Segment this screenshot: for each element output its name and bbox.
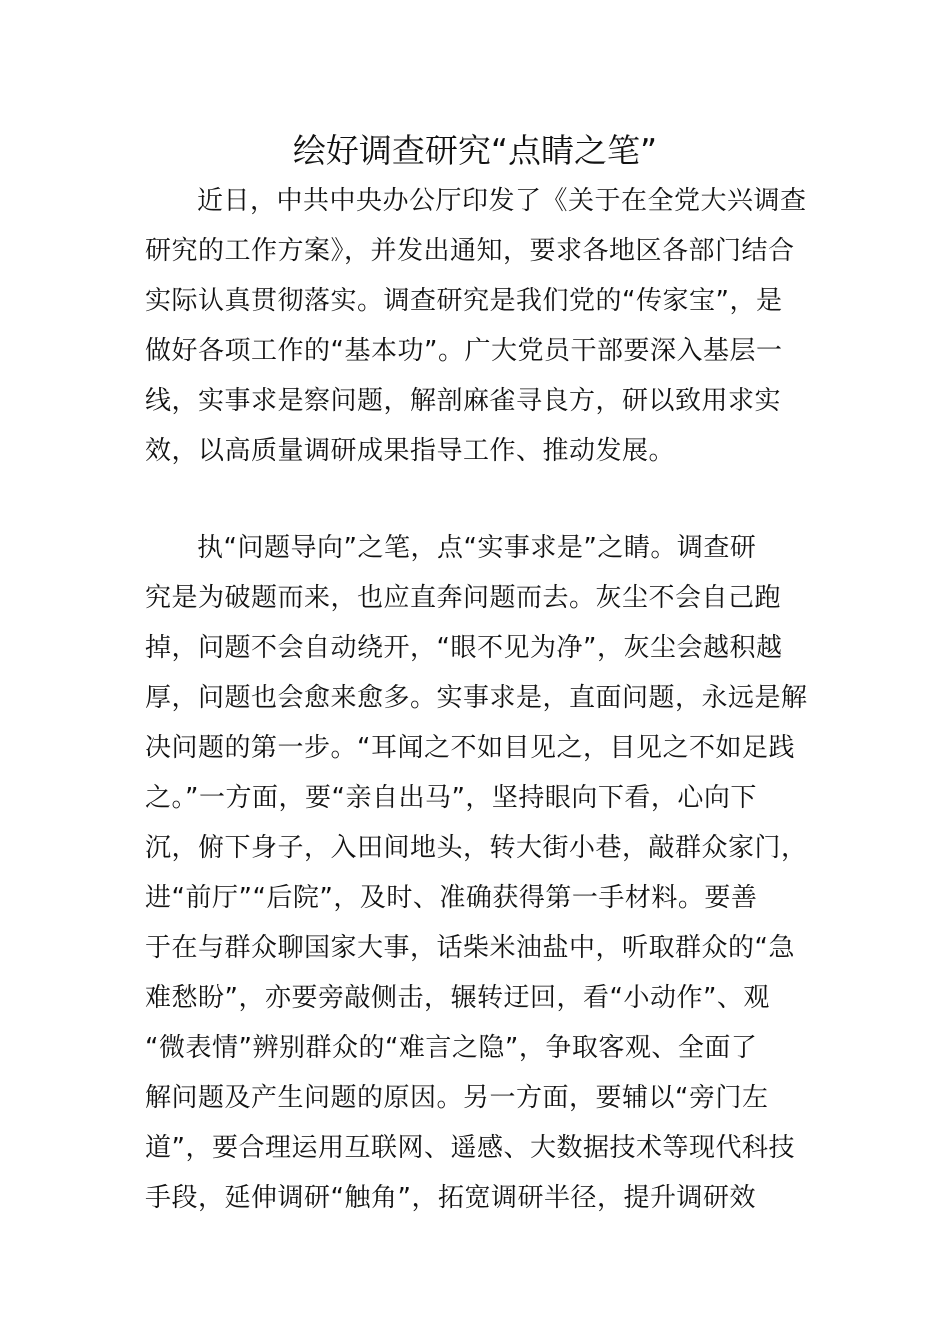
paragraph-line: 实际认真贯彻落实。调查研究是我们党的“传家宝”，是 <box>145 286 783 316</box>
paragraph-line: 难愁盼”，亦要旁敲侧击，辗转迂回，看“小动作”、观 <box>145 983 770 1013</box>
paragraph-1 <box>145 176 810 476</box>
paragraph-2 <box>145 523 810 1223</box>
document-title: 绘好调查研究“点睛之笔” <box>292 131 658 170</box>
paragraph-line: 厚，问题也会愈来愈多。实事求是，直面问题，永远是解 <box>145 683 808 713</box>
paragraph-line: 做好各项工作的“基本功”。广大党员干部要深入基层一 <box>145 336 783 366</box>
paragraph-line: 沉，俯下身子，入田间地头，转大街小巷，敲群众家门， <box>145 833 808 863</box>
paragraph-line: “微表情”辨别群众的“难言之隐”，争取客观、全面了 <box>145 1033 758 1063</box>
paragraph-line: 掉，问题不会自动绕开，“眼不见为净”，灰尘会越积越 <box>145 633 783 663</box>
paragraph-line: 解问题及产生问题的原因。另一方面，要辅以“旁门左 <box>145 1083 769 1113</box>
paragraph-line: 线，实事求是察问题，解剖麻雀寻良方，研以致用求实 <box>145 386 782 416</box>
paragraph-line: 近日，中共中央办公厅印发了《关于在全党大兴调查 <box>197 186 807 216</box>
paragraph-line: 之。”一方面，要“亲自出马”，坚持眼向下看，心向下 <box>145 783 757 813</box>
paragraph-line: 进“前厅”“后院”，及时、准确获得第一手材料。要善 <box>145 883 758 913</box>
paragraph-line: 于在与群众聊国家大事，话柴米油盐中，听取群众的“急 <box>145 933 795 963</box>
paragraph-line: 效，以高质量调研成果指导工作、推动发展。 <box>145 436 676 466</box>
paragraph-line: 研究的工作方案》，并发出通知，要求各地区各部门结合 <box>145 236 795 266</box>
paragraph-line: 执“问题导向”之笔，点“实事求是”之睛。调查研 <box>197 533 757 563</box>
paragraph-line: 究是为破题而来，也应直奔问题而去。灰尘不会自己跑 <box>145 583 782 613</box>
paragraph-line: 决问题的第一步。“耳闻之不如目见之，目见之不如足践 <box>145 733 795 763</box>
paragraph-line: 道”，要合理运用互联网、遥感、大数据技术等现代科技 <box>145 1133 795 1163</box>
paragraph-line: 手段，延伸调研“触角”，拓宽调研半径，提升调研效 <box>145 1183 756 1213</box>
